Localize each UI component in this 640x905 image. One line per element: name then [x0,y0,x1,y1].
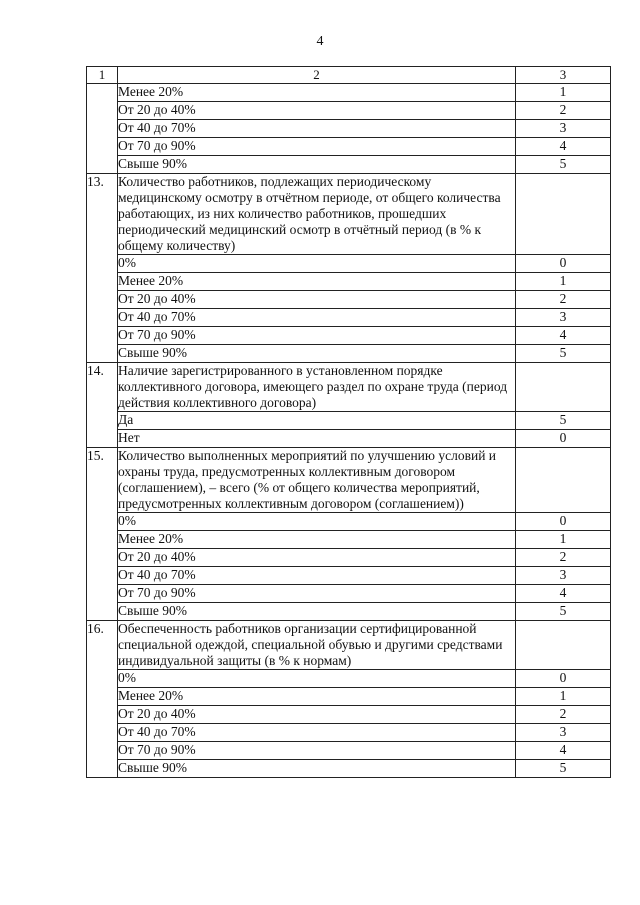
option-label: От 20 до 40% [118,102,516,120]
section-number: 14. [87,363,118,448]
section-score-blank [516,621,611,670]
option-score: 2 [516,706,611,724]
table-row [87,567,611,585]
table-row [87,327,611,345]
option-label: 0% [118,670,516,688]
option-label: От 70 до 90% [118,585,516,603]
section-score-blank [516,363,611,412]
table-row [87,412,611,430]
table-row [87,531,611,549]
option-label: От 40 до 70% [118,120,516,138]
option-score: 4 [516,327,611,345]
section-title-row [87,448,611,513]
table-header-row [87,67,611,84]
option-label: От 20 до 40% [118,706,516,724]
option-label: 0% [118,255,516,273]
option-score: 2 [516,549,611,567]
section-title: Количество выполненных мероприятий по улучшению условий и охраны труда, предусмотренных коллективным договором (соглашением), – всего (% от общего количества мероприятий, предусмотренных коллективным договором (соглашением)) [118,448,516,513]
table-row [87,724,611,742]
option-label: От 20 до 40% [118,291,516,309]
table-row [87,603,611,621]
header-col-1: 1 [87,67,118,84]
option-score: 3 [516,724,611,742]
option-label: Менее 20% [118,688,516,706]
option-score: 3 [516,567,611,585]
option-label: Свыше 90% [118,760,516,778]
option-label: От 20 до 40% [118,549,516,567]
table-row [87,706,611,724]
table-row [87,84,611,102]
section-title-row [87,363,611,412]
section-number: 13. [87,174,118,363]
section-number: 16. [87,621,118,778]
section-title-row [87,174,611,255]
table-row [87,102,611,120]
option-score: 0 [516,513,611,531]
option-label: Менее 20% [118,84,516,102]
option-label: От 70 до 90% [118,327,516,345]
option-score: 5 [516,760,611,778]
option-score: 4 [516,742,611,760]
table-row [87,156,611,174]
page-number: 4 [316,34,324,49]
option-label: Менее 20% [118,273,516,291]
option-label: От 40 до 70% [118,567,516,585]
option-score: 4 [516,585,611,603]
table-row [87,273,611,291]
option-label: Свыше 90% [118,156,516,174]
table-row [87,688,611,706]
option-label: От 70 до 90% [118,742,516,760]
option-score: 1 [516,273,611,291]
section-title: Обеспеченность работников организации сертифицированной специальной одеждой, специальной обувью и другими средствами индивидуальной защиты (в % к нормам) [118,621,516,670]
table-row [87,291,611,309]
option-score: 5 [516,156,611,174]
table-row [87,430,611,448]
option-label: Свыше 90% [118,345,516,363]
option-score: 1 [516,531,611,549]
table-row [87,138,611,156]
option-label: Свыше 90% [118,603,516,621]
option-score: 0 [516,430,611,448]
option-score: 1 [516,84,611,102]
criteria-table-body [87,67,611,778]
section-title: Количество работников, подлежащих периодическому медицинскому осмотру в отчётном периоде, от общего количества работающих, из них количество работников, прошедших периодический медицинский осмотр в отчётный период (в % к общему количеству) [118,174,516,255]
table-row [87,585,611,603]
option-score: 3 [516,309,611,327]
option-score: 2 [516,291,611,309]
option-score: 4 [516,138,611,156]
option-score: 5 [516,412,611,430]
section-score-blank [516,448,611,513]
option-score: 0 [516,670,611,688]
section-title: Наличие зарегистрированного в установленном порядке коллективного договора, имеющего раздел по охране труда (период действия коллективного договора) [118,363,516,412]
option-score: 3 [516,120,611,138]
section-number-continued [87,84,118,174]
option-label: Менее 20% [118,531,516,549]
option-score: 5 [516,345,611,363]
option-label: Нет [118,430,516,448]
option-label: От 40 до 70% [118,724,516,742]
option-label: Да [118,412,516,430]
table-row [87,760,611,778]
section-number: 15. [87,448,118,621]
table-row [87,309,611,327]
table-row [87,742,611,760]
table-row [87,345,611,363]
section-score-blank [516,174,611,255]
table-row [87,513,611,531]
option-label: От 40 до 70% [118,309,516,327]
header-col-3: 3 [516,67,611,84]
option-score: 2 [516,102,611,120]
table-row [87,549,611,567]
table-row [87,255,611,273]
section-title-row [87,621,611,670]
option-label: 0% [118,513,516,531]
option-score: 5 [516,603,611,621]
option-score: 1 [516,688,611,706]
table-row [87,120,611,138]
criteria-table [86,66,611,778]
table-row [87,670,611,688]
option-label: От 70 до 90% [118,138,516,156]
option-score: 0 [516,255,611,273]
header-col-2: 2 [118,67,516,84]
